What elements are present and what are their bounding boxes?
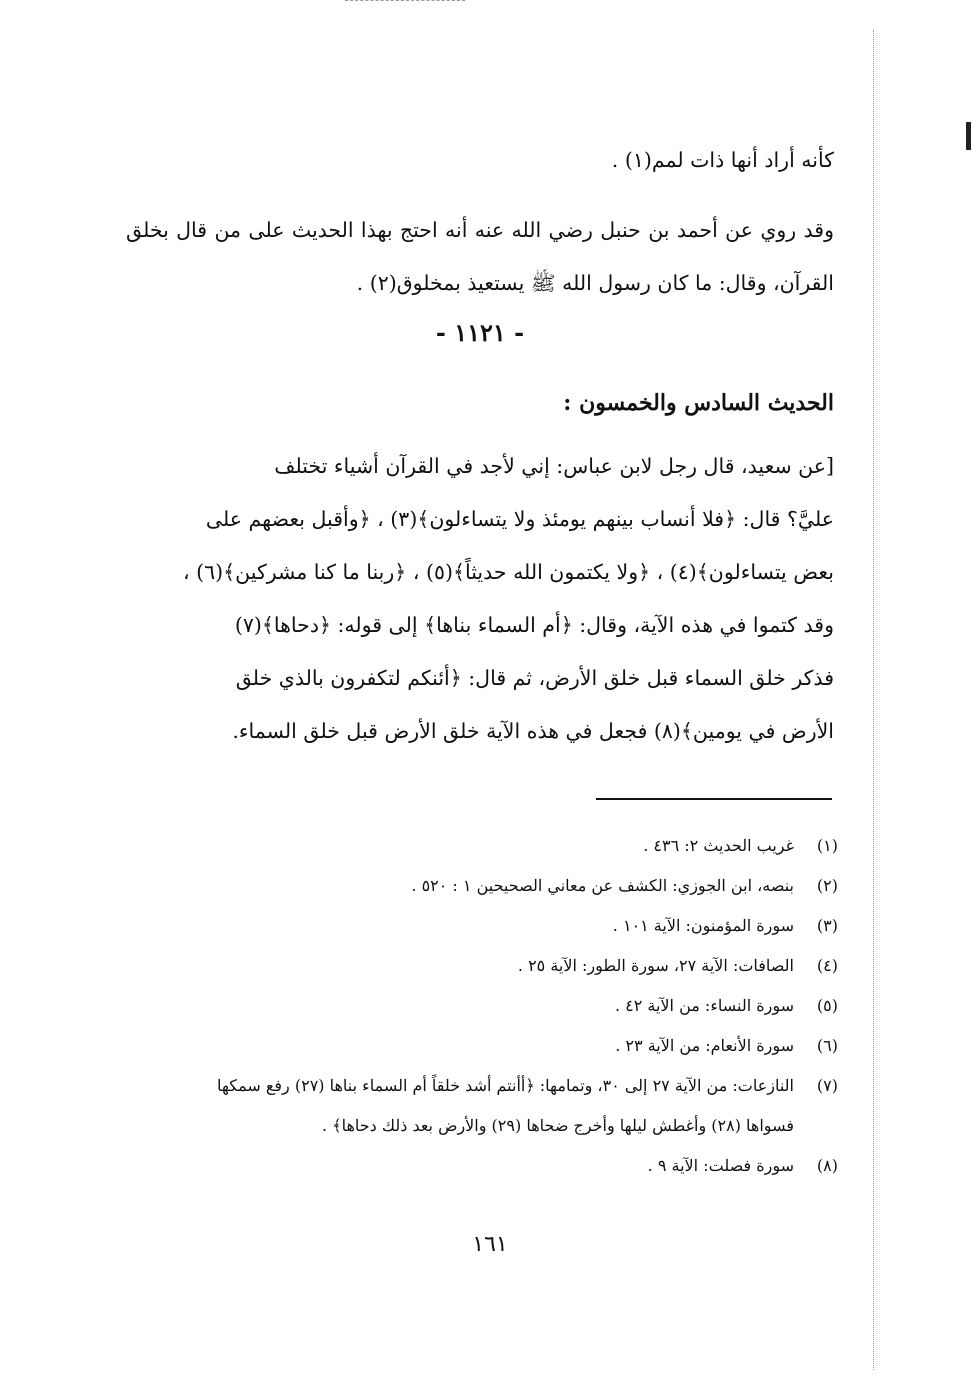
footnote-text: سورة المؤمنون: الآية ١٠١ .: [612, 916, 794, 935]
top-scan-mark: [345, 0, 465, 5]
footnote-divider: [596, 798, 832, 800]
footnote-item: [126, 906, 838, 946]
hadith-line: فذكر خلق السماء قبل خلق الأرض، ثم قال: ﴿أئنكم لتكفرون بالذي خلق: [235, 666, 834, 690]
footnote-text: النازعات: من الآية ٢٧ إلى ٣٠، وتمامها: ﴿أأنتم أشد خلقاً أم السماء بناها (٢٧) رفع سمكها: [217, 1076, 794, 1095]
footnote-item: [126, 986, 838, 1026]
page-edge-dotted-line: [873, 30, 874, 1370]
footnote-item: [126, 866, 838, 906]
footnote-number: (٦): [816, 1036, 838, 1055]
edge-scan-mark: [966, 122, 971, 150]
footnote-text: غريب الحديث ٢: ٤٣٦ .: [643, 836, 794, 855]
footnote-number: (٨): [816, 1156, 838, 1175]
hadith-line: الأرض في يومين﴾(٨) فجعل في هذه الآية خلق الأرض قبل خلق السماء.: [232, 719, 834, 743]
footnote-number: (٥): [816, 996, 838, 1015]
footnote-text: الصافات: الآية ٢٧، سورة الطور: الآية ٢٥ .: [517, 956, 794, 975]
footnote-text: سورة الأنعام: من الآية ٢٣ .: [615, 1036, 794, 1055]
footnote-number: (٤): [816, 956, 838, 975]
footnote-item: [126, 1146, 838, 1186]
hadith-line: بعض يتساءلون﴾(٤) ، ﴿ولا يكتمون الله حديثاً﴾(٥) ، ﴿ربنا ما كنا مشركين﴾(٦) ،: [182, 560, 834, 584]
footnote-number: (١): [816, 836, 838, 855]
footnote-number: (٧): [816, 1076, 838, 1095]
paragraph-2: وقد روي عن أحمد بن حنبل رضي الله عنه أنه احتج بهذا الحديث على من قال بخلق القرآن، وقال: ما كان رسول الله ﷺ يستعيذ بمخلوق(٢) .: [126, 218, 834, 295]
footnote-text: سورة النساء: من الآية ٤٢ .: [614, 996, 794, 1015]
footnotes: [126, 826, 838, 1186]
footnote-text: بنصه، ابن الجوزي: الكشف عن معاني الصحيحين ١ : ٥٢٠ .: [411, 876, 794, 895]
hadith-line: وقد كتموا في هذه الآية، وقال: ﴿أم السماء بناها﴾ إلى قوله: ﴿دحاها﴾(٧): [234, 613, 834, 637]
footnote-number: (٢): [816, 876, 838, 895]
page-number: ١٦١: [472, 1232, 508, 1257]
footnote-number: (٣): [816, 916, 838, 935]
footnote-continuation: فسواها (٢٨) وأغطش ليلها وأخرج ضحاها (٢٩) والأرض بعد ذلك دحاها﴾ .: [322, 1116, 794, 1135]
footnote-item: [126, 1026, 838, 1066]
footnote-item: [126, 946, 838, 986]
paragraph-1: كأنه أراد أنها ذات لمم(١) .: [611, 148, 834, 172]
hadith-line: عليَّ؟ قال: ﴿فلا أنساب بينهم يومئذ ولا يتساءلون﴾(٣) ، ﴿وأقبل بعضهم على: [205, 507, 834, 531]
hadith-text: [126, 440, 834, 758]
hadith-line: [عن سعيد، قال رجل لابن عباس: إني لأجد في القرآن أشياء تختلف: [274, 454, 834, 478]
footnote-item: [126, 1066, 838, 1106]
section-heading: الحديث السادس والخمسون :: [563, 390, 834, 416]
footnote-item: [126, 826, 838, 866]
hadith-number: - ١١٢١ -: [435, 318, 525, 347]
footnote-text: سورة فصلت: الآية ٩ .: [647, 1156, 794, 1175]
